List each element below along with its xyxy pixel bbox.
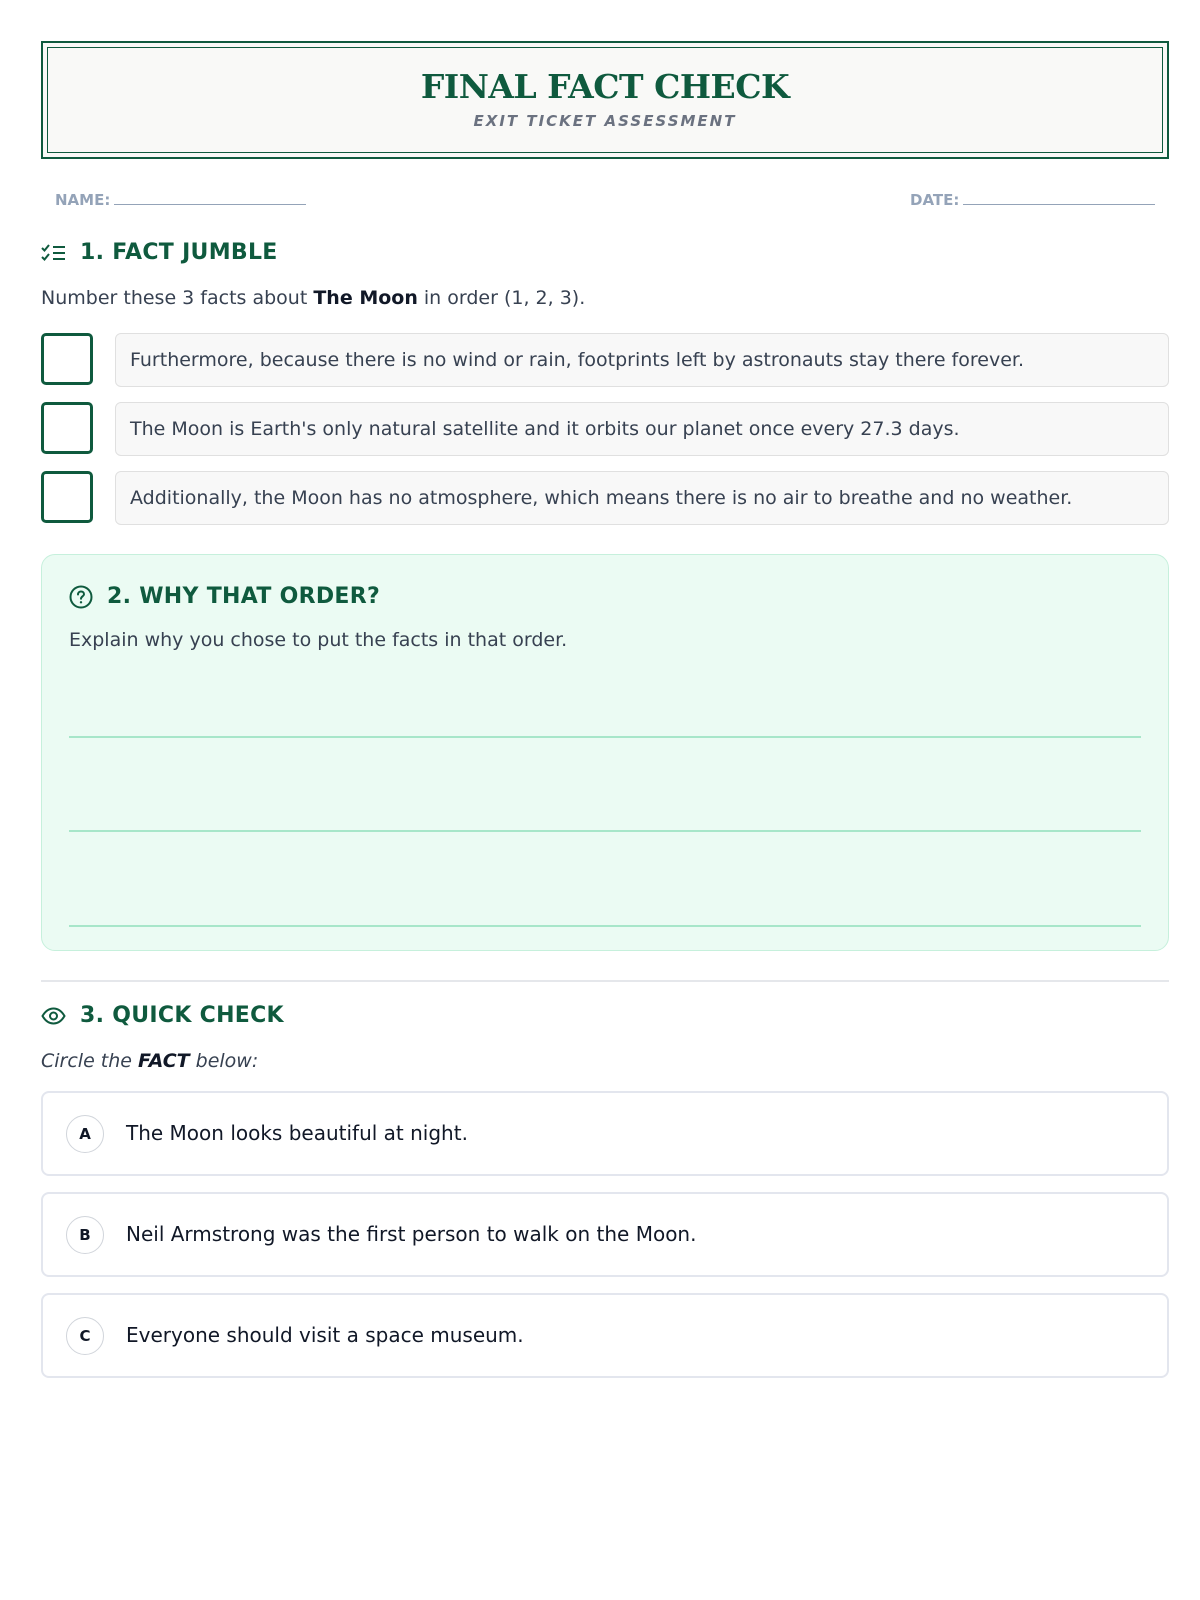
option-text: Neil Armstrong was the first person to walk on the Moon. [126,1222,697,1246]
why-order-panel [41,554,1169,951]
section2-heading [69,584,380,609]
section2-title: 2. WHY THAT ORDER? [107,584,381,609]
section1-instruction [41,286,585,310]
answer-option-b[interactable] [41,1192,1169,1277]
order-number-box[interactable] [41,471,93,523]
section-divider [41,980,1169,982]
option-text: The Moon looks beautiful at night. [126,1121,468,1145]
section3-heading [41,1003,284,1028]
fact-card: Additionally, the Moon has no atmosphere, which means there is no air to breathe and no weather. [115,471,1169,525]
instruction-emphasis: FACT [138,1050,190,1072]
answer-line[interactable] [69,736,1141,738]
fact-card: The Moon is Earth's only natural satellite and it orbits our planet once every 27.3 days. [115,402,1169,456]
fact-card: Furthermore, because there is no wind or rain, footprints left by astronauts stay there forever. [115,333,1169,387]
option-letter-badge: A [66,1115,104,1153]
option-letter-badge: B [66,1216,104,1254]
answer-option-c[interactable] [41,1293,1169,1378]
fact-row [41,471,1169,525]
date-field[interactable] [910,188,1155,210]
order-number-box[interactable] [41,333,93,385]
answer-option-a[interactable] [41,1091,1169,1176]
instruction-text: in order (1, 2, 3). [417,287,586,309]
instruction-text: Number these 3 facts about [41,287,314,309]
fact-row [41,333,1169,387]
page-subtitle: EXIT TICKET ASSESSMENT [473,112,737,130]
answer-line[interactable] [69,830,1141,832]
list-check-icon [41,243,66,263]
answer-line[interactable] [69,925,1141,927]
eye-icon [41,1006,66,1026]
fact-row [41,402,1169,456]
option-letter-badge: C [66,1317,104,1355]
name-blank-line[interactable] [114,188,306,205]
section1-title: 1. FACT JUMBLE [80,240,278,265]
page-title: FINAL FACT CHECK [420,67,790,106]
section3-instruction [41,1049,258,1073]
date-blank-line[interactable] [963,188,1155,205]
instruction-topic: The Moon [313,287,418,309]
section3-title: 3. QUICK CHECK [80,1003,284,1028]
section2-instruction: Explain why you chose to put the facts in that order. [69,629,568,651]
instruction-text: Circle the [41,1050,139,1072]
order-number-box[interactable] [41,402,93,454]
name-field[interactable] [55,188,306,210]
instruction-text: below: [189,1050,259,1072]
question-circle-icon [69,585,93,609]
date-label: DATE: [910,191,960,209]
option-text: Everyone should visit a space museum. [126,1323,524,1347]
section1-heading [41,240,278,265]
name-label: NAME: [55,191,111,209]
title-banner [41,41,1169,159]
